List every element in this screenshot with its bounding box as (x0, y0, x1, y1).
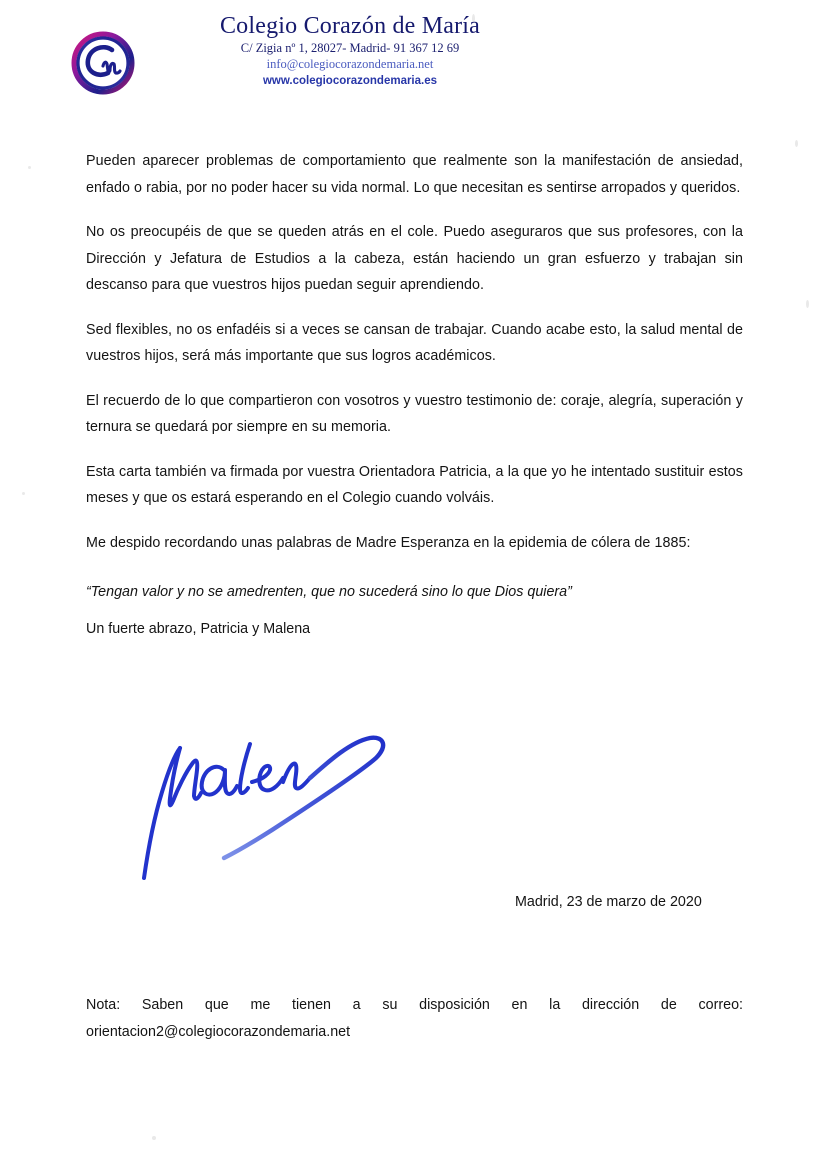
letterhead-text (150, 12, 550, 89)
letterhead (0, 12, 826, 98)
handwritten-signature (132, 700, 402, 890)
letter-note (86, 992, 743, 1045)
school-monogram-cm-icon (70, 30, 136, 96)
letter-paragraph: Pueden aparecer problemas de comportamiento que realmente son la manifestación de ansiedad, enfado o rabia, por no poder hacer su vida normal. Lo que necesitan es sentirse arropados y queridos. (86, 153, 743, 196)
letter-paragraph: Sed flexibles, no os enfadéis si a veces se cansan de trabajar. Cuando acabe esto, la salud mental de vuestros hijos, será más importante que sus logros académicos. (86, 321, 743, 364)
note-text: Nota: Saben que me tienen a su disposición en la dirección de correo: orientacion2@colegiocorazondemaria.net (86, 997, 743, 1040)
letter-body (86, 148, 743, 606)
scan-speck (795, 140, 798, 147)
letter-closing: Un fuerte abrazo, Patricia y Malena (86, 621, 311, 637)
school-name: Colegio Corazón de María (219, 13, 481, 39)
letter-paragraph: Esta carta también va firmada por vuestra Orientadora Patricia, a la que yo he intentado sustituir estos meses y que os estará esperando en el Colegio cuando volváis. (86, 463, 743, 506)
school-address: C/ Zigia nº 1, 28027- Madrid- 91 367 12 69 (240, 41, 460, 55)
letter-paragraph: El recuerdo de lo que compartieron con vosotros y vuestro testimonio de: coraje, alegría, superación y ternura se quedará por siempre en su memoria. (86, 392, 743, 435)
scan-speck (28, 166, 31, 169)
school-website[interactable]: www.colegiocorazondemaria.es (262, 75, 438, 87)
school-email[interactable]: info@colegiocorazondemaria.net (266, 57, 434, 71)
scan-speck (806, 300, 809, 308)
letter-paragraph: No os preocupéis de que se queden atrás en el cole. Puedo aseguraros que sus profesores, con la Dirección y Jefatura de Estudios a la cabeza, están haciendo un gran esfuerzo y trabajan sin descanso para que vuestros hijos puedan seguir aprendiendo. (86, 224, 743, 293)
scan-speck (152, 1136, 156, 1140)
scan-speck (22, 492, 25, 495)
letter-date: Madrid, 23 de marzo de 2020 (515, 894, 702, 910)
letter-paragraph: Me despido recordando unas palabras de Madre Esperanza en la epidemia de cólera de 1885: (86, 534, 691, 551)
letter-quote: “Tengan valor y no se amedrenten, que no sucederá sino lo que Dios quiera” (86, 584, 572, 600)
